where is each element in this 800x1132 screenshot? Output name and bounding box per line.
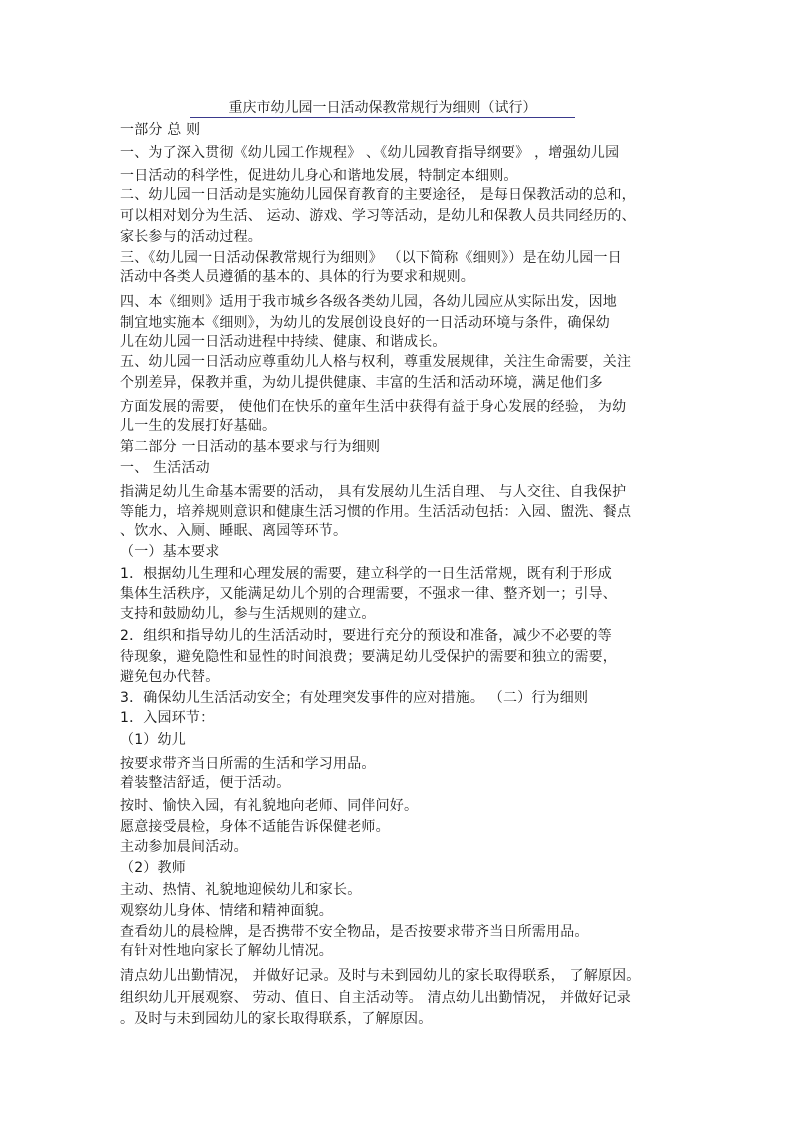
- text-line: 待现象，避免隐性和显性的时间浪费；要满足幼儿受保护的需要和独立的需要，: [120, 649, 617, 665]
- text-line: 支持和鼓励幼儿，参与生活规则的建立。: [120, 606, 376, 622]
- text-line: 避免包办代替。: [120, 669, 220, 685]
- text-line: （2）教师: [120, 860, 186, 876]
- text-line: 指满足幼儿生命基本需要的活动， 具有发展幼儿生活自理、 与人交往、自我保护: [120, 484, 627, 500]
- text-line: 一日活动的科学性，促进幼儿身心和谐地发展，特制定本细则。: [120, 168, 518, 184]
- document-title: 重庆市幼儿园一日活动保教常规行为细则（试行）: [190, 99, 575, 118]
- text-line: 3．确保幼儿生活活动安全；有处理突发事件的应对措施。 （二）行为细则: [120, 690, 589, 706]
- text-line: 。及时与未到园幼儿的家长取得联系，了解原因。: [120, 1011, 433, 1027]
- text-line: 等能力，培养规则意识和健康生活习惯的作用。生活活动包括：入园、盥洗、餐点: [120, 504, 632, 520]
- text-line: 集体生活秩序，又能满足幼儿个别的合理需要，不强求一律、整齐划一；引导、: [120, 586, 617, 602]
- text-line: 一、为了深入贯彻《幼儿园工作规程》 、《幼儿园教育指导纲要》 ，增强幼儿园: [120, 145, 620, 161]
- text-line: 个别差异，保教并重，为幼儿提供健康、丰富的生活和活动环境，满足他们多: [120, 375, 603, 391]
- text-line: 四、本《细则》适用于我市城乡各级各类幼儿园，各幼儿园应从实际出发，因地: [120, 294, 617, 310]
- text-line: 着装整洁舒适，便于活动。: [120, 775, 291, 791]
- subsection-heading: （一）基本要求: [120, 544, 220, 560]
- text-line: 按时、愉快入园，有礼貌地向老师、同伴问好。: [120, 798, 419, 814]
- text-line: 二、幼儿园一日活动是实施幼儿园保育教育的主要途径， 是每日保教活动的总和，: [120, 187, 636, 203]
- subsection-heading: 一、 生活活动: [120, 460, 210, 476]
- text-line: 组织幼儿开展观察、 劳动、值日、自主活动等。 清点幼儿出勤情况， 并做好记录: [120, 990, 631, 1006]
- text-line: 可以相对划分为生活、 运动、游戏、学习等活动，是幼儿和保教人员共同经历的、: [120, 208, 636, 224]
- text-line: 主动参加晨间活动。: [120, 839, 248, 855]
- text-line: 儿在幼儿园一日活动进程中持续、健康、和谐成长。: [120, 334, 447, 350]
- text-line: 活动中各类人员遵循的基本的、具体的行为要求和规则。: [120, 269, 475, 285]
- text-line: 愿意接受晨检，身体不适能告诉保健老师。: [120, 819, 390, 835]
- text-line: 按要求带齐当日所需的生活和学习用品。: [120, 756, 376, 772]
- text-line: 有针对性地向家长了解幼儿情况。: [120, 943, 333, 959]
- text-line: 查看幼儿的晨检牌，是否携带不安全物品，是否按要求带齐当日所需用品。: [120, 924, 589, 940]
- text-line: 五、幼儿园一日活动应尊重幼儿人格与权利，尊重发展规律，关注生命需要，关注: [120, 354, 632, 370]
- text-line: 制宜地实施本《细则》，为幼儿的发展创设良好的一日活动环境与条件，确保幼: [120, 315, 610, 331]
- text-line: 观察幼儿身体、情绪和精神面貌。: [120, 903, 333, 919]
- text-line: 清点幼儿出勤情况， 并做好记录。及时与未到园幼儿的家长取得联系， 了解原因。: [120, 968, 641, 984]
- section-heading: 第二部分 一日活动的基本要求与行为细则: [120, 439, 381, 455]
- text-line: 、饮水、入厕、睡眠、离园等环节。: [120, 523, 348, 539]
- text-line: （1）幼儿: [120, 732, 186, 748]
- text-line: 儿一生的发展打好基础。: [120, 418, 277, 434]
- text-line: 1．入园环节：: [120, 710, 215, 726]
- text-line: 一部分 总 则: [120, 122, 201, 138]
- text-line: 2．组织和指导幼儿的生活活动时，要进行充分的预设和准备，减少不必要的等: [120, 628, 612, 644]
- text-line: 家长参与的活动过程。: [120, 229, 262, 245]
- text-line: 主动、热情、礼貌地迎候幼儿和家长。: [120, 882, 362, 898]
- text-line: 1．根据幼儿生理和心理发展的需要，建立科学的一日生活常规，既有利于形成: [120, 566, 612, 582]
- text-line: 方面发展的需要， 使他们在快乐的童年生活中获得有益于身心发展的经验， 为幼: [120, 399, 627, 415]
- text-line: 三、《幼儿园一日活动保教常规行为细则》 （以下简称《细则》）是在幼儿园一日: [120, 250, 622, 266]
